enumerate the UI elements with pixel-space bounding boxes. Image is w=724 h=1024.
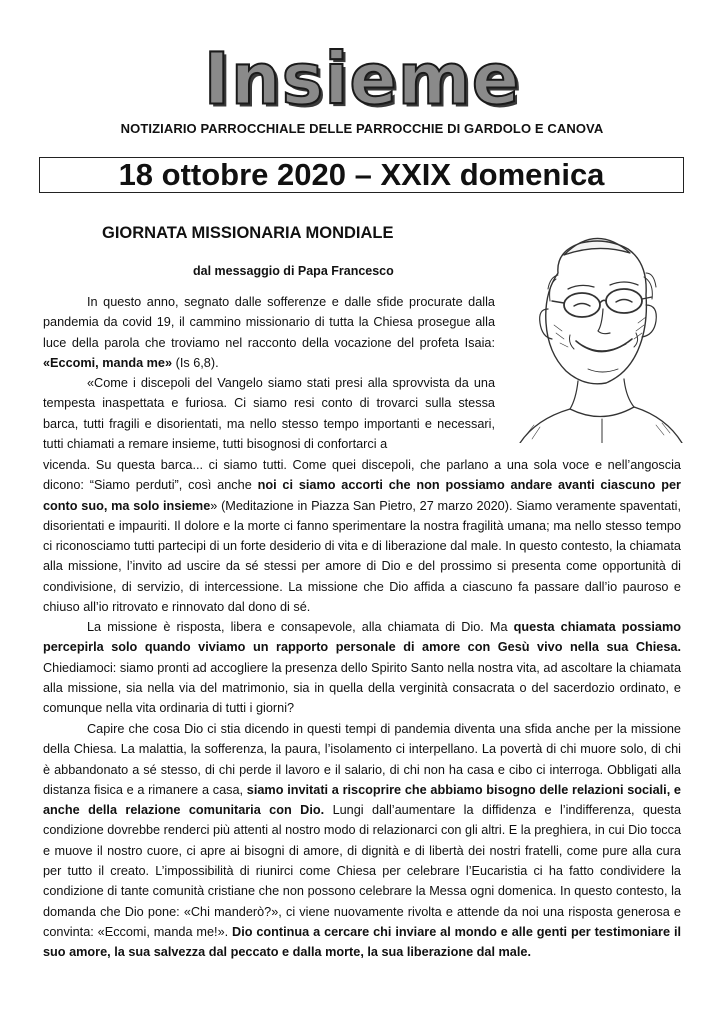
masthead-subtitle: NOTIZIARIO PARROCCHIALE DELLE PARROCCHIE DI GARDOLO E CANOVA xyxy=(120,121,604,136)
article-byline: dal messaggio di Papa Francesco xyxy=(193,264,394,278)
pope-portrait-image xyxy=(506,213,686,443)
paragraph-3: La missione è risposta, libera e consapevole, alla chiamata di Dio. Ma questa chiamata possiamo percepirla solo quando viviamo un rapporto personale di amore con Gesù vivo nella sua Chiesa. Chiediamoci: siamo pronti ad accogliere la presenza dello Spirito Santo nella nostra vita, ad ascoltare la chiamata alla missione, sia nella via del matrimonio, sia in quella della verginità consacrata o del sacerdozio ordinato, e comunque nella vita ordinaria di tutti i giorni? xyxy=(43,620,681,716)
paragraph-2-start: «Come i discepoli del Vangelo siamo stati presi alla sprovvista da una tempesta inaspettata e furiosa. Ci siamo resi conto di trovarci sulla stessa barca, tutti fragili e disorientati, ma nello stesso tempo importanti e necessari, tutti chiamati a remare insieme, tutti bisognosi di confortarci a xyxy=(43,376,495,451)
paragraph-4: Capire che cosa Dio ci stia dicendo in questi tempi di pandemia diventa una sfida anche per la missione della Chiesa. La malattia, la sofferenza, la paura, l’isolamento ci interpellano. La povertà di chi muore solo, di chi è abbandonato a sé stesso, di chi perde il lavoro e il salario, di chi non ha casa e cibo ci interroga. Obbligati alla distanza fisica e a rimanere a casa, siamo invitati a riscoprire che abbiamo bisogno delle relazioni sociali, e anche della relazione comunitaria con Dio. Lungi dall’aumentare la diffidenza e l’indifferenza, questa condizione dovrebbe renderci più attenti al nostro modo di relazionarci con gli altri. E la preghiera, in cui Dio tocca e muove il nostro cuore, ci apre ai bisogni di amore, di dignità e di libertà dei nostri fratelli, come pure alla cura per tutto il creato. L’impossibilità di riunirci come Chiesa per celebrare l’Eucaristia ci ha fatto condividere la condizione di tante comunità cristiane che non possono celebrare la Messa ogni domenica. In questo contesto, la domanda che Dio pone: «Chi manderò?», ci viene nuovamente rivolta e attende da noi una risposta generosa e convinta: «Eccomi, manda me!». Dio continua a cercare chi inviare al mondo e alle genti per testimoniare il suo amore, la sua salvezza dal peccato e dalla morte, la sua liberazione dal male. xyxy=(43,722,682,960)
paragraph-1: In questo anno, segnato dalle sofferenze e dalle sfide procurate dalla pandemia da covid 19, il cammino missionario di tutta la Chiesa prosegue alla luce della parola che troviamo nel racconto della vocazione del profeta Isaia: «Eccomi, manda me» (Is 6,8). xyxy=(43,295,495,370)
paragraph-2-continued: vicenda. Su questa barca... ci siamo tutti. Come quei discepoli, che parlano a una sola voce e nell’angoscia dicono: “Siamo perduti”, così anche noi ci siamo accorti che non possiamo andare avanti ciascuno per conto suo, ma solo insieme» (Meditazione in Piazza San Pietro, 27 marzo 2020). Siamo veramente spaventati, disorientati e impauriti. Il dolore e la morte ci fanno sperimentare la nostra fragilità umana; ma nello stesso tempo ci riconosciamo tutti partecipi di un forte desiderio di vita e di liberazione dal male. In questo contesto, la chiamata alla missione, l’invito ad uscire da sé stessi per amore di Dio e del prossimo si presenta come opportunità di condivisione, di servizio, di intercessione. La missione che Dio affida a ciascuno fa passare dall’io pauroso e chiuso all’io ritrovato e rinnovato dal dono di sé. xyxy=(43,458,681,615)
masthead xyxy=(0,37,724,121)
article-headline: GIORNATA MISSIONARIA MONDIALE xyxy=(102,224,394,242)
newsletter-logo: Insieme xyxy=(203,37,521,121)
date-heading: 18 ottobre 2020 – XXIX domenica xyxy=(39,157,684,193)
